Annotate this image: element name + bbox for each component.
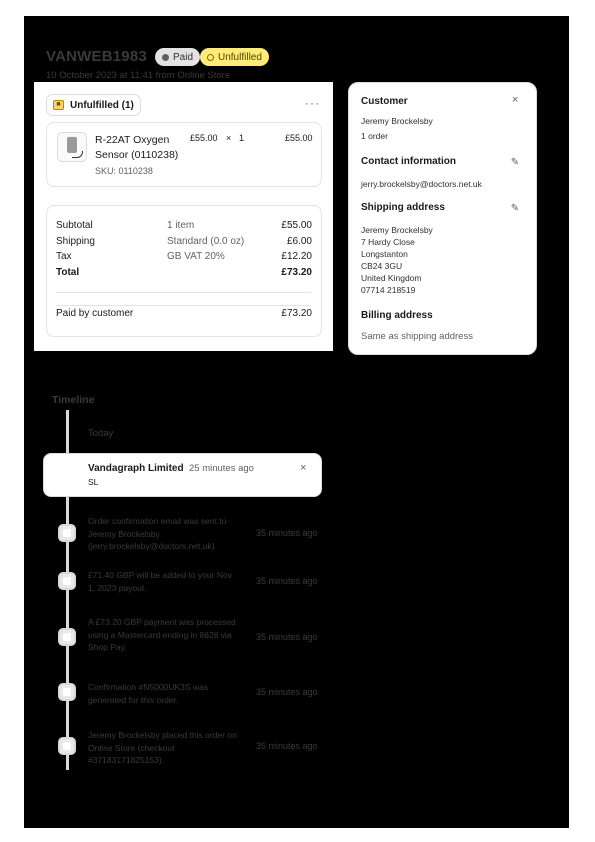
order-subline: 10 October 2023 at 11:41 from Online Store (46, 70, 231, 81)
total-value: £73.20 (281, 267, 312, 278)
subtotal-value: £55.00 (281, 220, 312, 231)
address-line: 7 Hardy Close (361, 237, 415, 247)
customer-order-count[interactable]: 1 order (361, 131, 388, 141)
billing-address-value: Same as shipping address (361, 331, 473, 342)
line-item-name[interactable]: R-22AT Oxygen Sensor (0110238) (95, 134, 179, 161)
customer-heading: Customer (361, 96, 408, 107)
tax-label: Tax (56, 251, 72, 262)
line-item-times-sign: × (226, 133, 232, 143)
subtotal-label: Subtotal (56, 220, 93, 231)
timeline-event-time[interactable]: 35 minutes ago (256, 741, 318, 751)
remove-customer-close-icon[interactable]: × (512, 94, 519, 106)
payment-status-label: Paid (173, 51, 194, 63)
timeline-event-text: Confirmation #N5000UK3S was generated for this order. (88, 682, 209, 705)
delete-comment-close-icon[interactable]: × (300, 462, 307, 474)
customer-name[interactable]: Jeremy Brockelsby (361, 116, 433, 126)
timeline-event-time[interactable]: 35 minutes ago (256, 687, 318, 697)
shipping-label: Shipping (56, 236, 95, 247)
contact-information-heading: Contact information (361, 156, 456, 167)
timeline-event-marker-icon (58, 524, 76, 542)
address-line: United Kingdom (361, 273, 422, 283)
subtotal-detail: 1 item (167, 220, 195, 231)
edit-shipping-pencil-icon[interactable]: ✎ (510, 202, 520, 214)
product-thumbnail[interactable] (57, 132, 87, 162)
fulfillment-status-badge (200, 48, 269, 66)
line-item-quantity: 1 (239, 133, 245, 143)
unfulfilled-dot-icon (207, 54, 214, 61)
address-phone: 07714 218519 (361, 285, 416, 295)
timeline-event-text: Order confirmation email was sent to Jeremy Brockelsby (jerry.brockelsby@doctors.net.uk). (88, 516, 227, 551)
line-item-unit-price: £55.00 (190, 133, 218, 143)
comment-text: SL (88, 477, 99, 487)
timeline-event-marker-icon (58, 572, 76, 590)
paid-by-customer-label: Paid by customer (56, 308, 134, 319)
unfulfilled-status-pill (46, 94, 141, 116)
tax-value: £12.20 (281, 251, 312, 262)
customer-email[interactable]: jerry.brockelsby@doctors.net.uk (361, 179, 482, 189)
address-line: CB24 3GU (361, 261, 403, 271)
timeline-event-text: Jeremy Brockelsby placed this order on Online Store (checkout #37183171825153). (88, 730, 237, 765)
timeline-event-time[interactable]: 35 minutes ago (256, 528, 318, 538)
timeline-event-marker-icon (58, 683, 76, 701)
paid-dot-icon (162, 54, 169, 61)
timeline-today-label: Today (88, 428, 114, 439)
billing-address-heading: Billing address (361, 310, 433, 321)
timeline-event-marker-icon (58, 628, 76, 646)
order-id: VANWEB1983 (46, 48, 147, 65)
timeline-event-time[interactable]: 35 minutes ago (256, 632, 318, 642)
comment-time: 25 minutes ago (189, 463, 254, 474)
shipping-value: £6.00 (286, 236, 312, 247)
timeline-event-time[interactable]: 35 minutes ago (256, 576, 318, 586)
timeline-event-text[interactable]: £71.40 GBP will be added to your Nov 1, 2023 payout. (88, 570, 232, 593)
line-item-sku: SKU: 0110238 (95, 166, 153, 176)
timeline-event-text[interactable]: A £73.20 GBP payment was processed using a Mastercard ending in 8628 via Shop Pay. (88, 617, 236, 652)
address-line: Jeremy Brockelsby (361, 225, 433, 235)
more-actions-button[interactable]: ··· (305, 96, 320, 110)
unfulfilled-count-label: Unfulfilled (1) (70, 99, 134, 111)
total-label: Total (56, 267, 80, 278)
shipping-detail: Standard (0.0 oz) (167, 236, 245, 247)
edit-contact-pencil-icon[interactable]: ✎ (510, 156, 520, 168)
fulfillment-status-label: Unfulfilled (218, 51, 262, 63)
line-item-total: £55.00 (285, 133, 313, 143)
comment-author: Vandagraph Limited (88, 463, 184, 474)
timeline-event-marker-icon (58, 737, 76, 755)
shipping-address-heading: Shipping address (361, 202, 445, 213)
package-icon: ■ (53, 100, 64, 110)
paid-by-customer-value: £73.20 (281, 308, 312, 319)
payment-status-badge (155, 48, 200, 66)
timeline-title: Timeline (52, 394, 95, 406)
timeline-comment-card (43, 453, 322, 497)
summary-divider (56, 292, 311, 293)
address-line: Longstanton (361, 249, 408, 259)
sensor-wire-icon (72, 151, 83, 158)
summary-divider (56, 305, 311, 306)
tax-detail: GB VAT 20% (167, 251, 225, 262)
